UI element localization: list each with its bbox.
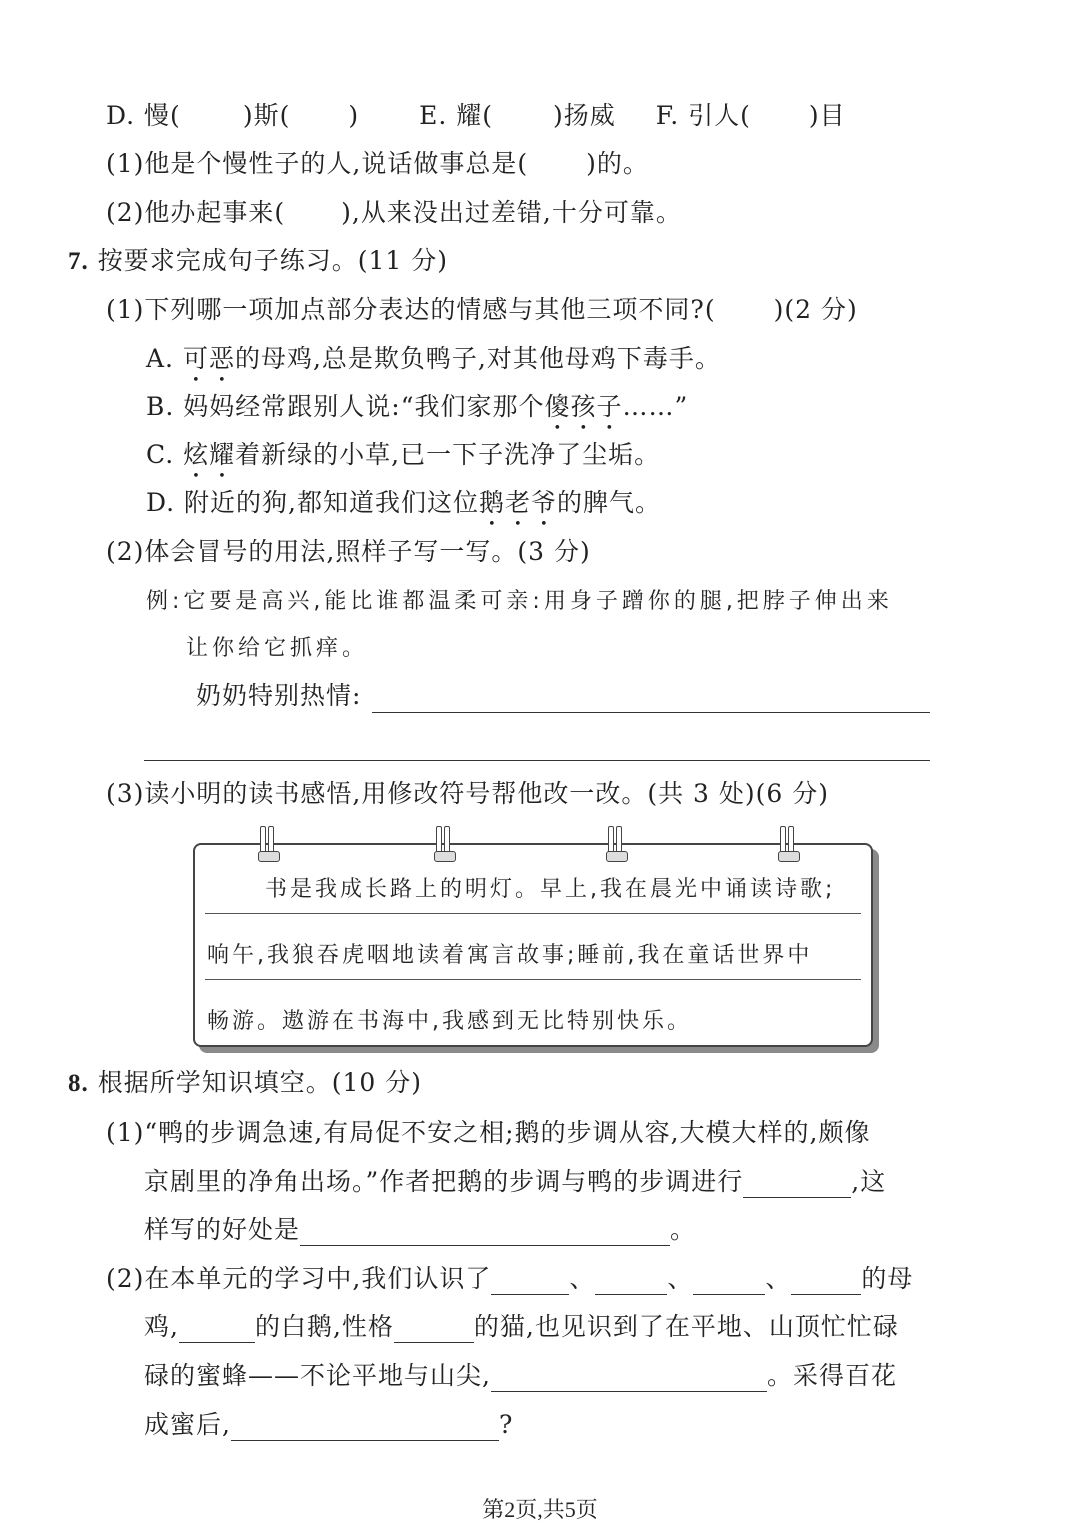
option-f-pre: F. 引人( <box>655 101 751 130</box>
fill-blank[interactable] <box>179 1316 255 1343</box>
answer-line-2[interactable] <box>144 760 930 761</box>
option-f-post: )目 <box>808 101 846 130</box>
binder-ring-icon <box>436 826 454 862</box>
q7-part3-prompt: (3)读小明的读书感悟,用修改符号帮他改一改。(共 3 处)(6 分) <box>106 779 830 808</box>
note-line-1: 书是我成长路上的明灯。早上,我在晨光中诵读诗歌; <box>265 877 836 902</box>
q8-number: 8. <box>68 1070 89 1097</box>
binder-ring-icon <box>780 826 798 862</box>
q7-part1-prompt-pre: (1)下列哪一项加点部分表达的情感与其他三项不同?( <box>106 295 716 324</box>
note-rule-1 <box>205 913 861 914</box>
q8-part2-line4 <box>144 1409 513 1441</box>
page-footer: 第2页,共5页 <box>482 1497 598 1522</box>
reading-note-box <box>193 843 873 1047</box>
opt-c-label: C. <box>146 440 184 469</box>
q7-title: 按要求完成句子练习。(11 分) <box>97 246 448 275</box>
q6-item-1 <box>106 148 649 180</box>
fill-blank[interactable] <box>394 1316 474 1343</box>
q6-item-1-pre: (1)他是个慢性子的人,说话做事总是( <box>106 149 529 178</box>
q6-item-2-pre: (2)他办起事来( <box>106 198 286 227</box>
opt-d-dotted: 鹅老爷 <box>479 488 558 517</box>
q8-title: 根据所学知识填空。(10 分) <box>97 1068 422 1097</box>
opt-c-rest: 着新绿的小草,已一下子洗净了尘垢。 <box>235 440 661 469</box>
separator: 、 <box>765 1264 792 1293</box>
q7-number: 7. <box>68 248 89 275</box>
q8-part1-line2-pre: 京剧里的净角出场。”作者把鹅的步调与鸭的步调进行 <box>144 1167 744 1196</box>
q8-part2-line3-post: 。采得百花 <box>766 1361 897 1390</box>
opt-b-dotted: 傻孩子 <box>544 392 623 421</box>
separator: 、 <box>569 1264 596 1293</box>
option-e-pre: E. 耀( <box>419 101 493 130</box>
q8-part1-line2-post: ,这 <box>851 1167 887 1196</box>
fill-blank[interactable] <box>743 1171 851 1198</box>
note-rule-2 <box>205 979 861 980</box>
q7-option-c <box>146 439 660 484</box>
q6-item-2 <box>106 197 682 229</box>
option-d-mid: )斯( <box>242 101 291 130</box>
q8-part2-line3-pre: 碌的蜜蜂——不论平地与山尖, <box>144 1361 491 1390</box>
q8-part1-line3-post: 。 <box>670 1215 697 1244</box>
q7-part1-prompt-post: )(2 分) <box>773 295 858 324</box>
q8-part2-line2-post: 的猫,也见识到了在平地、山顶忙忙碌 <box>473 1312 899 1341</box>
q7-part2-prompt: (2)体会冒号的用法,照样子写一写。(3 分) <box>106 537 591 566</box>
q7-part2-fill-lead: 奶奶特别热情: <box>196 681 362 710</box>
q8-part2-line1-post: 的母 <box>861 1264 914 1293</box>
q7-heading <box>68 245 448 278</box>
fill-blank[interactable] <box>300 1219 670 1246</box>
q7-option-b <box>146 391 688 436</box>
answer-line-1[interactable] <box>372 712 930 713</box>
q8-part1-line3 <box>144 1214 696 1246</box>
separator: 、 <box>667 1264 694 1293</box>
opt-a-dotted: 可恶 <box>182 344 235 373</box>
q7-option-d <box>146 487 661 532</box>
q6-item-1-post: )的。 <box>586 149 649 178</box>
q7-option-a <box>146 343 721 388</box>
fill-blank[interactable] <box>791 1268 861 1295</box>
q8-part2-line2-mid: 的白鹅,性格 <box>254 1312 394 1341</box>
fill-blank[interactable] <box>491 1268 569 1295</box>
note-line-2: 响午,我狼吞虎咽地读着寓言故事;睡前,我在童话世界中 <box>207 943 813 968</box>
opt-b-label: B. 妈妈经常跟别人说:“我们家那个 <box>146 392 545 421</box>
opt-a-rest: 的母鸡,总是欺负鸭子,对其他母鸡下毒手。 <box>234 344 721 373</box>
q8-part1-line2 <box>144 1166 886 1198</box>
binder-ring-icon <box>608 826 626 862</box>
option-e-post: )扬威 <box>553 101 616 130</box>
option-d-pre: D. 慢( <box>106 101 181 130</box>
q8-heading <box>68 1067 422 1100</box>
fill-blank[interactable] <box>595 1268 667 1295</box>
opt-b-rest: ……” <box>622 392 689 421</box>
q8-part2-line3 <box>144 1360 897 1392</box>
q8-part1-line1: (1)“鸭的步调急速,有局促不安之相;鹅的步调从容,大模大样的,颇像 <box>106 1118 871 1147</box>
q7-part2-example-line1: 例:它要是高兴,能比谁都温柔可亲:用身子蹭你的腿,把脖子伸出来 <box>146 589 893 614</box>
fill-blank[interactable] <box>231 1414 499 1441</box>
q6-item-2-post: ),从来没出过差错,十分可靠。 <box>341 198 682 227</box>
q7-part2-example-line2: 让你给它抓痒。 <box>186 636 369 661</box>
option-d-post: ) <box>348 101 360 130</box>
q6-options-line <box>106 100 846 132</box>
opt-c-dotted: 炫耀 <box>183 440 236 469</box>
opt-d-rest: 的脾气。 <box>557 488 662 517</box>
binder-ring-icon <box>260 826 278 862</box>
q8-part2-line1 <box>106 1263 913 1295</box>
q8-part1-line3-pre: 样写的好处是 <box>144 1215 301 1244</box>
fill-blank[interactable] <box>491 1365 767 1392</box>
fill-blank[interactable] <box>693 1268 765 1295</box>
q8-part2-line2-pre: 鸡, <box>144 1312 179 1341</box>
opt-a-label: A. <box>146 344 183 373</box>
q7-part1-prompt <box>106 294 858 326</box>
q8-part2-line4-pre: 成蜜后, <box>144 1410 231 1439</box>
q8-part2-line2 <box>144 1311 899 1343</box>
q8-part2-line4-post: ? <box>498 1410 514 1439</box>
note-line-3: 畅游。遨游在书海中,我感到无比特别快乐。 <box>207 1009 692 1034</box>
q8-part2-line1-pre: (2)在本单元的学习中,我们认识了 <box>106 1264 492 1293</box>
opt-d-label: D. 附近的狗,都知道我们这位 <box>146 488 479 517</box>
